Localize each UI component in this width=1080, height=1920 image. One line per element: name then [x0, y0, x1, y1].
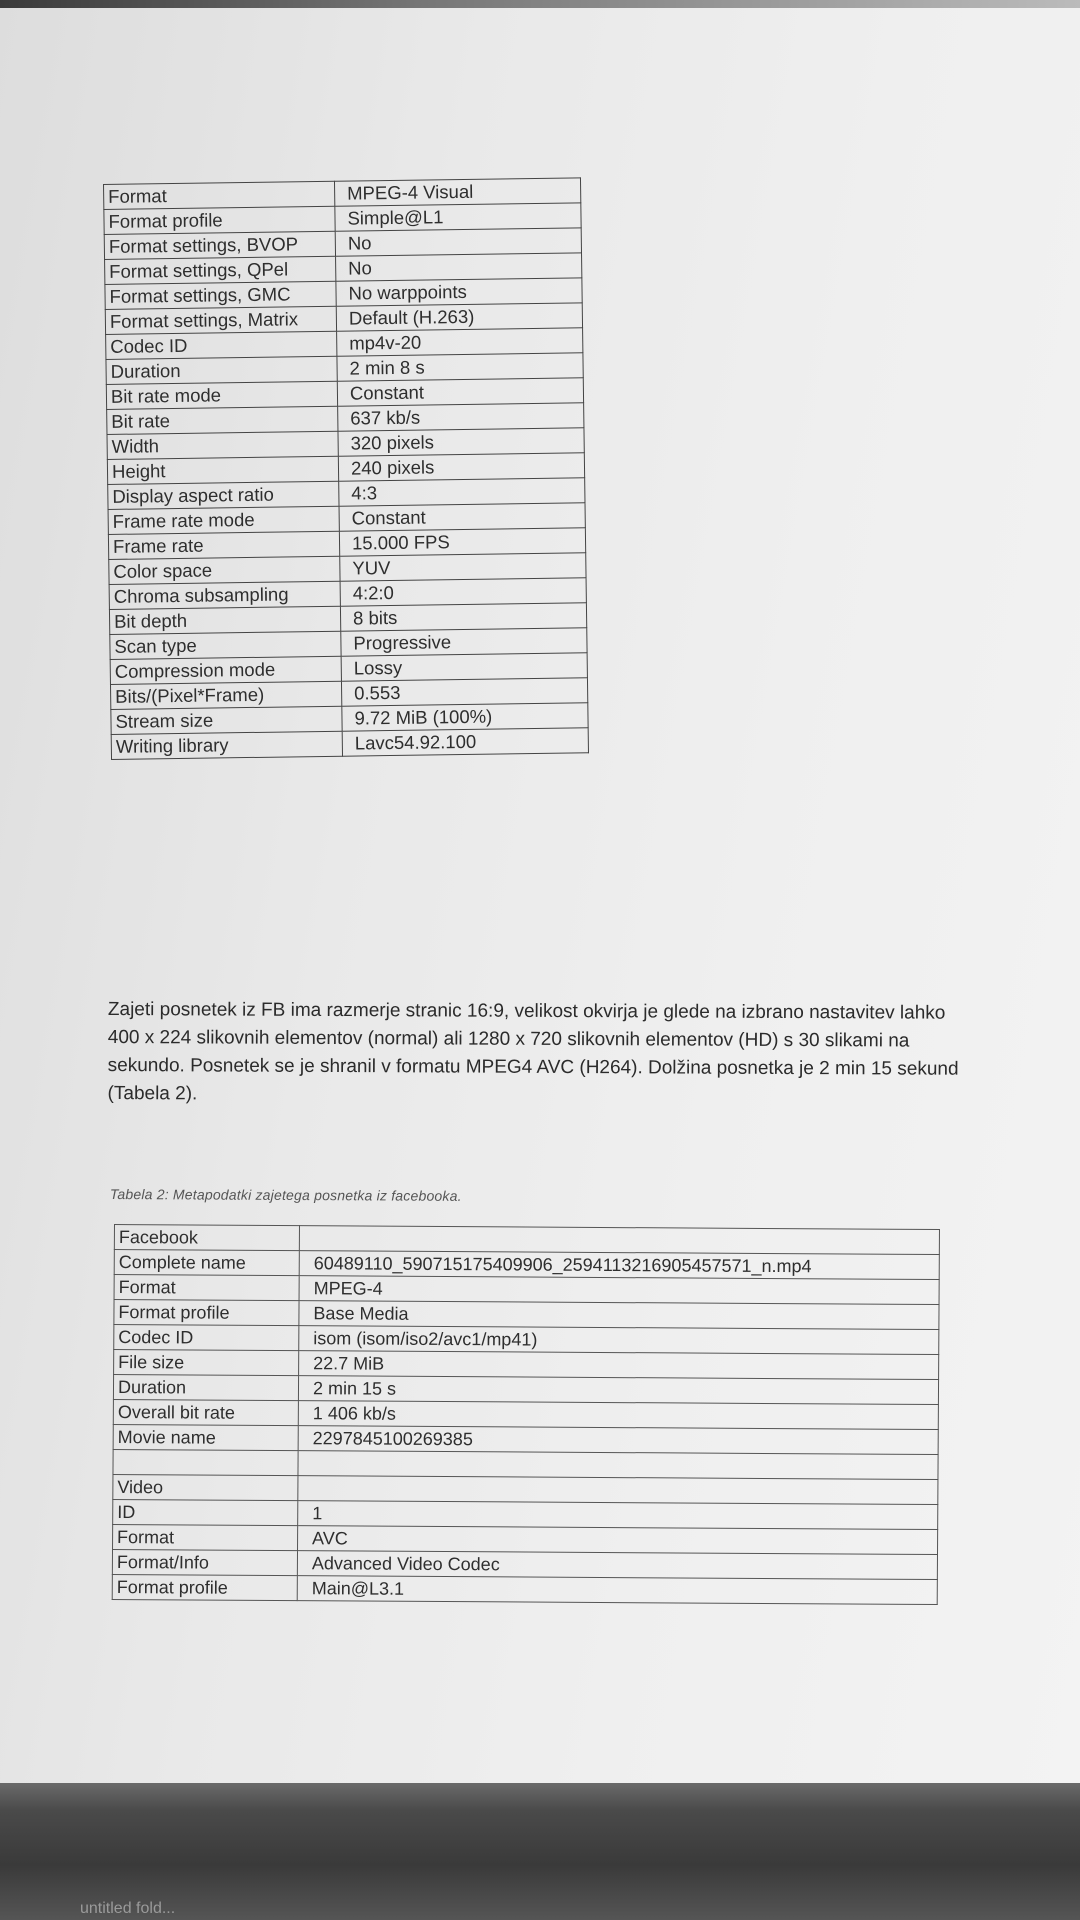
table-cell-value: 1 — [298, 1501, 938, 1530]
table-cell-key: Overall bit rate — [113, 1399, 298, 1425]
table-cell-key: Format profile — [112, 1574, 297, 1600]
table-cell-value: 15.000 FPS — [339, 528, 585, 556]
metadata-table-1 — [103, 177, 589, 760]
table-cell-value: Main@L3.1 — [297, 1576, 937, 1605]
table-cell-key: ID — [113, 1499, 298, 1525]
table-cell-key: Codec ID — [106, 331, 337, 359]
table-row — [111, 728, 588, 760]
taskbar-label: untitled fold... — [80, 1900, 176, 1917]
table-cell-value: 9.72 MiB (100%) — [342, 703, 588, 731]
table-cell-key: Duration — [113, 1375, 298, 1401]
table-cell-value: Constant — [339, 503, 585, 531]
table-cell-value: 320 pixels — [338, 428, 584, 456]
paragraph-line: Zajeti posnetek iz FB ima razmerje stranic 16:9, velikost okvirja je glede na izbrano nastavitev lahko — [107, 999, 946, 1024]
table-cell-value: Progressive — [341, 628, 587, 656]
table-cell-value: 2297845100269385 — [298, 1426, 938, 1455]
table-cell-value: isom (isom/iso2/avc1/mp41) — [299, 1326, 939, 1355]
table-cell-value: MPEG-4 Visual — [334, 178, 580, 206]
table-cell-key: Height — [107, 456, 338, 484]
table-cell-key: Frame rate — [108, 531, 339, 559]
paragraph-line: 400 x 224 slikovnih elementov (normal) ali 1280 x 720 slikovnih elementov (HD) s 30 slikami na — [107, 1026, 910, 1052]
table-cell-value: 4:3 — [339, 478, 585, 506]
table-cell-key: Complete name — [114, 1250, 299, 1276]
table-cell-key: Chroma subsampling — [109, 581, 340, 609]
table-cell-value: 0.553 — [341, 678, 587, 706]
window-top-edge — [0, 0, 1080, 8]
document-page — [0, 8, 1080, 1783]
table-cell-value: 2 min 15 s — [298, 1376, 938, 1405]
table-cell-value: MPEG-4 — [299, 1276, 939, 1305]
table-cell-key: File size — [114, 1350, 299, 1376]
table-cell-key: Stream size — [111, 706, 342, 734]
table-cell-value: 637 kb/s — [338, 403, 584, 431]
table-cell-key: Compression mode — [110, 656, 341, 684]
table-cell-key: Video — [113, 1474, 298, 1500]
table-cell-value: No — [336, 253, 582, 281]
table-cell-key: Format — [114, 1275, 299, 1301]
table-cell-value: Lavc54.92.100 — [342, 728, 588, 756]
table-cell-value: Simple@L1 — [335, 203, 581, 231]
table-cell-value: 8 bits — [340, 603, 586, 631]
table-cell-value: 240 pixels — [338, 453, 584, 481]
table-cell-key: Duration — [106, 356, 337, 384]
table-cell-key: Bit depth — [109, 606, 340, 634]
table-cell-key: Facebook — [114, 1225, 299, 1251]
table-cell-key: Color space — [109, 556, 340, 584]
table-cell-value: YUV — [340, 553, 586, 581]
table-cell-value: Advanced Video Codec — [297, 1551, 937, 1580]
table-cell-value: Lossy — [341, 653, 587, 681]
table-cell-key: Writing library — [111, 731, 342, 759]
table-cell-value: No — [335, 228, 581, 256]
table-cell-key: Format profile — [104, 206, 335, 234]
table-cell-key: Codec ID — [114, 1325, 299, 1351]
table-row — [112, 1574, 937, 1604]
table-cell-key: Format settings, GMC — [105, 281, 336, 309]
table-cell-value: 4:2:0 — [340, 578, 586, 606]
table-cell-key: Format/Info — [112, 1549, 297, 1575]
table-cell-key: Bit rate mode — [106, 381, 337, 409]
table-cell-key — [113, 1449, 298, 1475]
table-cell-value: AVC — [298, 1526, 938, 1555]
table-cell-key: Format profile — [114, 1300, 299, 1326]
table-cell-value: Default (H.263) — [336, 303, 582, 331]
table-cell-key: Movie name — [113, 1424, 298, 1450]
table-cell-value: No warppoints — [336, 278, 582, 306]
table-cell-value: Base Media — [299, 1301, 939, 1330]
metadata-table-2 — [112, 1224, 940, 1605]
table-cell-key: Format — [104, 181, 335, 209]
table-cell-key: Frame rate mode — [108, 506, 339, 534]
table-cell-value: 2 min 8 s — [337, 353, 583, 381]
table-cell-key: Width — [107, 431, 338, 459]
table-cell-key: Display aspect ratio — [108, 481, 339, 509]
table-cell-key: Scan type — [110, 631, 341, 659]
table-cell-value: Constant — [337, 378, 583, 406]
table-cell-key: Bit rate — [107, 406, 338, 434]
table-cell-value — [298, 1476, 938, 1505]
table-cell-key: Format settings, BVOP — [104, 231, 335, 259]
table-cell-key: Bits/(Pixel*Frame) — [110, 681, 341, 709]
table-cell-key: Format — [113, 1524, 298, 1550]
table-cell-value: 1 406 kb/s — [298, 1401, 938, 1430]
table-cell-key: Format settings, QPel — [105, 256, 336, 284]
body-paragraph — [108, 996, 1068, 1112]
table-cell-value: 22.7 MiB — [299, 1351, 939, 1380]
table-cell-value — [298, 1451, 938, 1480]
table-caption: Tabela 2: Metapodatki zajetega posnetka iz facebooka. — [109, 1186, 462, 1204]
table-cell-key: Format settings, Matrix — [105, 306, 336, 334]
table-cell-value: 60489110_590715175409906_2594113216905457571_n.mp4 — [299, 1251, 939, 1280]
paragraph-line: sekundo. Posnetek se je shranil v formatu MPEG4 AVC (H264). Dolžina posnetka je 2 min 15 sekund — [107, 1054, 959, 1080]
table-cell-value: mp4v-20 — [337, 328, 583, 356]
paragraph-line: (Tabela 2). — [107, 1082, 198, 1105]
table-cell-value — [299, 1226, 939, 1255]
